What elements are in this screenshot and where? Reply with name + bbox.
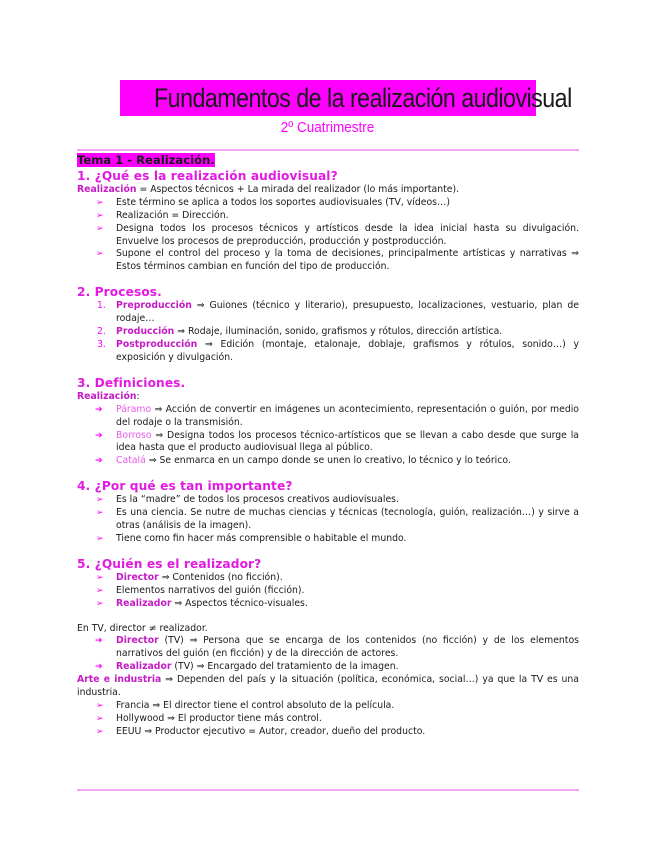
list-item	[77, 507, 579, 533]
top-divider	[77, 149, 579, 151]
keyword: Preproducción	[116, 300, 192, 312]
list-item	[77, 598, 579, 611]
author-name: Borroso	[116, 429, 152, 441]
arrow-bullet-icon: ➢	[96, 713, 104, 724]
paragraph-text: ⇒ Dependen del país y la situación (política, económica, social…) ya que la TV es una industria.	[77, 674, 579, 699]
arrow-bullet-icon: ➢	[96, 495, 104, 506]
list-item-text: Tiene como fin hacer más comprensible o habitable el mundo.	[116, 532, 407, 544]
section-1-heading: 1. ¿Qué es la realización audiovisual?	[77, 168, 338, 183]
list-item-text: Elementos narrativos del guión (ficción).	[116, 584, 305, 596]
list-item	[77, 713, 579, 726]
keyword: Director	[116, 635, 159, 647]
document-body	[77, 153, 579, 739]
arrow-bullet-icon: ➢	[96, 223, 104, 234]
arrow-bullet-icon: ➢	[96, 249, 104, 260]
definition-text: = Aspectos técnicos + La mirada del realizador (lo más importante).	[136, 183, 460, 195]
section-4-heading: 4. ¿Por qué es tan importante?	[77, 479, 293, 494]
section-3-heading: 3. Definiciones.	[77, 375, 186, 390]
list-item-text: Es una ciencia. Se nutre de muchas ciencias y técnicas (tecnología, guión, realización…) y sirve a otras (análisis de la imagen).	[116, 507, 579, 532]
list-item	[77, 572, 579, 585]
tv-line: En TV, director ≠ realizador.	[77, 622, 208, 634]
keyword: Realizador	[116, 661, 172, 673]
list-item	[77, 700, 579, 713]
bottom-divider	[77, 789, 579, 791]
list-item-text: Realización = Dirección.	[116, 209, 229, 221]
list-item	[77, 197, 579, 210]
list-item-text: ⇒ Contenidos (no ficción).	[158, 571, 283, 583]
section-4-list	[77, 494, 579, 546]
list-item	[77, 223, 579, 249]
arrow-bullet-icon: ➢	[96, 197, 104, 208]
arrow-bullet-icon: ➢	[96, 585, 104, 596]
list-item-text: ⇒ Guiones (técnico y literario), presupuesto, localizaciones, vestuario, plan de rodaje…	[116, 300, 579, 325]
section-3-label	[77, 391, 579, 404]
list-item	[77, 210, 579, 223]
arrow-right-icon: ➔	[95, 636, 103, 647]
arrow-right-icon: ➔	[95, 430, 103, 441]
list-item	[77, 339, 579, 365]
section-2-list	[77, 300, 579, 365]
keyword: Director	[116, 571, 159, 583]
list-item-text: Es la “madre” de todos los procesos creativos audiovisuales.	[116, 494, 399, 506]
list-item	[77, 585, 579, 598]
arte-paragraph	[77, 674, 579, 700]
list-item-text: (TV) ⇒ Persona que se encarga de los contenidos (no ficción) y de los elementos narrativos del guión (en ficción) y de la dirección de actores.	[116, 635, 579, 660]
section-1-definition	[77, 184, 579, 197]
keyword: Realizador	[116, 597, 172, 609]
section-3-list	[77, 404, 579, 469]
list-item-text: Supone el control del proceso y la toma de decisiones, principalmente artísticas y narrativas ⇒ Estos términos cambian en función del tipo de producción.	[116, 248, 579, 273]
list-item	[77, 404, 579, 430]
list-item-text: EEUU ⇒ Productor ejecutivo = Autor, creador, dueño del producto.	[116, 725, 426, 737]
list-item-text: ⇒ Se enmarca en un campo donde se unen lo creativo, lo técnico y lo teórico.	[145, 455, 511, 467]
list-item	[77, 430, 579, 456]
section-5-heading: 5. ¿Quién es el realizador?	[77, 556, 262, 571]
tema-heading: Tema 1 - Realización.	[77, 153, 215, 167]
keyword: Realización	[77, 390, 137, 402]
arrow-bullet-icon: ➢	[96, 210, 104, 221]
arrow-bullet-icon: ➢	[96, 533, 104, 544]
keyword: Producción	[116, 326, 175, 338]
list-item	[77, 300, 579, 326]
list-item-text: Designa todos los procesos técnicos y artísticos desde la idea inicial hasta su divulgación. Envuelve los procesos de preproducción, producción y postproducción.	[116, 222, 579, 247]
keyword: Realización	[77, 183, 137, 195]
arrow-bullet-icon: ➢	[96, 726, 104, 737]
keyword: Postproducción	[116, 338, 198, 350]
list-item	[77, 455, 579, 468]
title-highlight	[120, 80, 572, 116]
list-number: 1.	[97, 300, 106, 312]
arrow-right-icon: ➔	[95, 662, 103, 673]
list-item	[77, 326, 579, 339]
tv-list	[77, 635, 579, 674]
document-subtitle: 2º Cuatrimestre	[280, 119, 375, 136]
arrow-right-icon: ➔	[95, 456, 103, 467]
section-1-list	[77, 197, 579, 274]
arte-list	[77, 700, 579, 739]
list-item-text: ⇒ Acción de convertir en imágenes un acontecimiento, representación o guión, por medio del rodaje o la transmisión.	[116, 403, 579, 428]
list-item-text: (TV) ⇒ Encargado del tratamiento de la imagen.	[171, 661, 399, 673]
list-item	[77, 661, 579, 674]
list-item	[77, 248, 579, 274]
section-5-list	[77, 572, 579, 611]
list-number: 2.	[97, 326, 106, 338]
list-item	[77, 533, 579, 546]
arrow-bullet-icon: ➢	[96, 701, 104, 711]
list-item-text: Este término se aplica a todos los soportes audiovisuales (TV, vídeos…)	[116, 196, 450, 208]
label-suffix: :	[136, 390, 140, 402]
list-item-text: Francia ⇒ El director tiene el control absoluto de la película.	[116, 700, 395, 711]
author-name: Catalá	[116, 455, 146, 467]
document-title: Fundamentos de la realización audiovisual	[154, 83, 572, 113]
list-item	[77, 635, 579, 661]
list-item	[77, 726, 579, 739]
list-item	[77, 494, 579, 507]
list-item-text: ⇒ Aspectos técnico-visuales.	[171, 597, 308, 609]
keyword: Arte e industria	[77, 674, 162, 686]
arrow-bullet-icon: ➢	[96, 508, 104, 519]
arrow-bullet-icon: ➢	[96, 598, 104, 609]
list-item-text: Hollywood ⇒ El productor tiene más control.	[116, 712, 322, 724]
section-2-heading: 2. Procesos.	[77, 285, 162, 300]
author-name: Páramo	[116, 403, 152, 415]
arrow-right-icon: ➔	[95, 404, 103, 415]
list-number: 3.	[97, 338, 106, 350]
list-item-text: ⇒ Edición (montaje, etalonaje, doblaje, grafismos y rótulos, sonido…) y exposición y divulgación.	[116, 338, 579, 363]
arrow-bullet-icon: ➢	[96, 572, 104, 583]
list-item-text: ⇒ Rodaje, iluminación, sonido, grafismos y rótulos, dirección artística.	[174, 326, 503, 338]
list-item-text: ⇒ Designa todos los procesos técnico-artísticos que se llevan a cabo desde que surge la idea hasta que el producto audiovisual llega al público.	[116, 429, 579, 454]
